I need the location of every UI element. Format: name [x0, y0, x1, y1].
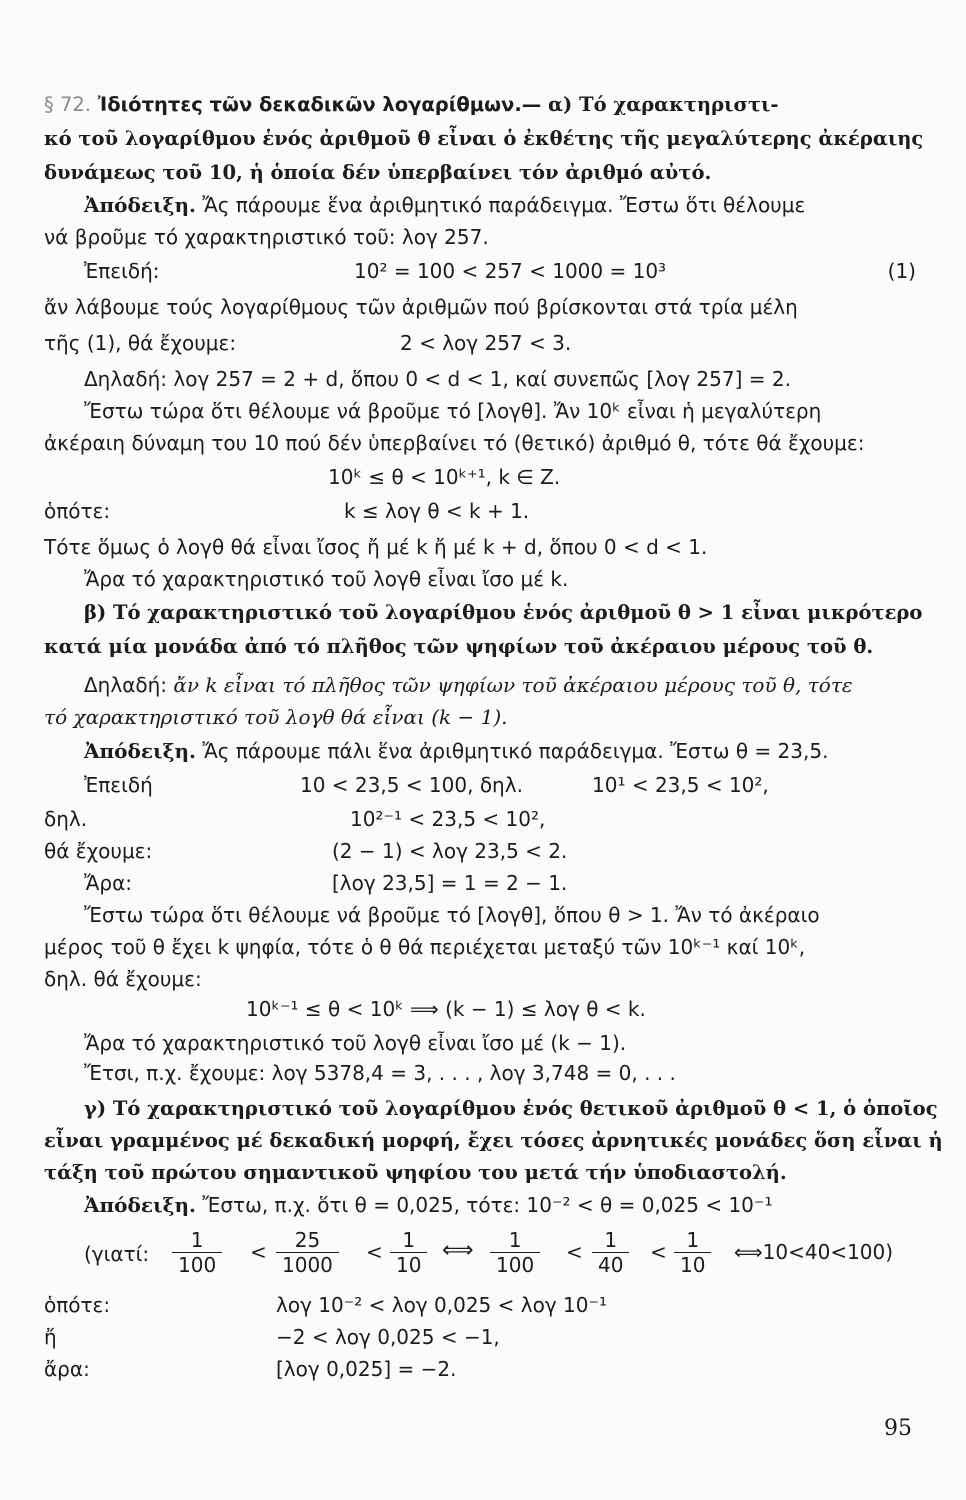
- proof-a-line-6: Δηλαδή: λογ 257 = 2 + d, ὅπου 0 < d < 1, καί συνεπῶς [λογ 257] = 2.: [84, 367, 791, 391]
- property-b-line-2: κατά μία μονάδα ἀπό τό πλῆθος τῶν ψηφίων τοῦ ἀκέραιου μέρους τοῦ θ.: [44, 635, 874, 658]
- fraction-4-numerator: 1: [490, 1228, 540, 1253]
- property-b-line-4: τό χαρακτηριστικό τοῦ λογθ θά εἶναι (k − 1).: [44, 705, 508, 729]
- section-title: Ἰδιότητες τῶν δεκαδικῶν λογαρίθμων.—: [97, 93, 542, 116]
- equation-number-1: (1): [887, 259, 916, 283]
- property-b-line-3: [44, 668, 956, 702]
- property-b-line-1: β) Τό χαρακτηριστικό τοῦ λογαρίθμου ἑνός ἀριθμοῦ θ > 1 εἶναι μικρότερο: [84, 601, 923, 624]
- property-b-line-3-italic: ἄν k εἶναι τό πλῆθος τῶν ψηφίων τοῦ ἀκέραιου μέρους τοῦ θ, τότε: [173, 673, 853, 697]
- less-than-3: <: [566, 1240, 583, 1264]
- fraction-2: [276, 1228, 339, 1277]
- proof-c-line-4-equation: −2 < λογ 0,025 < −1,: [276, 1325, 500, 1349]
- proof-b-line-5-equation: [λογ 23,5] = 1 = 2 − 1.: [332, 871, 568, 895]
- proof-c-line-5-equation: [λογ 0,025] = −2.: [276, 1357, 457, 1381]
- fraction-5: [592, 1228, 629, 1277]
- section-number: § 72.: [44, 93, 91, 116]
- proof-b-line-2: [44, 768, 916, 802]
- proof-b-line-4: [44, 834, 916, 868]
- proof-b-line-10: Ἄρα τό χαρακτηριστικό τοῦ λογθ εἶναι ἴσο μέ (k − 1).: [84, 1031, 627, 1055]
- fraction-6-denominator: 10: [680, 1253, 706, 1277]
- proof-a-line-7: Ἔστω τώρα ὅτι θέλουμε νά βροῦμε τό [λογθ]. Ἄν 10ᵏ εἶναι ἡ μεγαλύτερη: [84, 399, 822, 423]
- equation-1: 10² = 100 < 257 < 1000 = 10³: [354, 259, 667, 283]
- proof-b-line-1-text: Ἄς πάρουμε πάλι ἕνα ἀριθμητικό παράδειγμα. Ἔστω θ = 23,5.: [202, 739, 829, 763]
- proof-c-therefore-label: ἄρα:: [44, 1357, 90, 1381]
- section-heading-line-1: [44, 88, 916, 122]
- proof-a-line-4: ἄν λάβουμε τούς λογαρίθμους τῶν ἀριθμῶν πού βρίσκονται στά τρία μέλη: [44, 295, 798, 319]
- proof-c-label: Ἀπόδειξη.: [84, 1193, 197, 1217]
- proof-a-line-3: [44, 254, 916, 288]
- proof-b-line-11: Ἔτσι, π.χ. ἔχουμε: λογ 5378,4 = 3, . . . , λογ 3,748 = 0, . . .: [84, 1061, 676, 1085]
- proof-b-line-5: [44, 866, 916, 900]
- proof-b-line-3: [44, 802, 916, 836]
- proof-a-line-1-text: Ἄς πάρουμε ἕνα ἀριθμητικό παράδειγμα. Ἔστω ὅτι θέλουμε: [202, 193, 806, 217]
- less-than-4: <: [650, 1240, 667, 1264]
- proof-b-label: Ἀπόδειξη.: [84, 739, 197, 763]
- proof-c-line-5: [44, 1352, 916, 1386]
- less-than-1: <: [250, 1240, 267, 1264]
- property-a-line-1: α) Τό χαρακτηριστι-: [548, 93, 779, 116]
- fraction-2-numerator: 25: [276, 1228, 339, 1253]
- proof-a-line-5-equation: 2 < λογ 257 < 3.: [400, 331, 572, 355]
- because-label: (γιατί:: [84, 1242, 150, 1266]
- property-b-that-is: Δηλαδή:: [84, 673, 168, 697]
- proof-b-line-6: Ἔστω τώρα ὅτι θέλουμε νά βροῦμε τό [λογθ], ὅπου θ > 1. Ἄν τό ἀκέραιο: [84, 903, 820, 927]
- proof-b-line-3-equation: 10²⁻¹ < 23,5 < 10²,: [350, 807, 546, 831]
- fraction-3-denominator: 10: [396, 1253, 422, 1277]
- proof-a-line-2: νά βροῦμε τό χαρακτηριστικό τοῦ: λογ 257.: [44, 225, 489, 249]
- property-c-line-2: εἶναι γραμμένος μέ δεκαδική μορφή, ἔχει τόσες ἀρνητικές μονάδες ὅση εἶναι ἡ: [44, 1129, 943, 1152]
- proof-b-since-label: Ἐπειδή: [84, 773, 153, 797]
- proof-b-line-7: μέρος τοῦ θ ἔχει k ψηφία, τότε ὁ θ θά περιέχεται μεταξύ τῶν 10ᵏ⁻¹ καί 10ᵏ,: [44, 935, 806, 959]
- proof-b-line-2-equation-1: 10 < 23,5 < 100, δηλ.: [300, 773, 523, 797]
- property-a-line-2: κό τοῦ λογαρίθμου ἑνός ἀριθμοῦ θ εἶναι ὁ ἐκθέτης τῆς μεγαλύτερης ἀκέραιης: [44, 127, 924, 150]
- proof-b-line-9-equation: 10ᵏ⁻¹ ≤ θ < 10ᵏ ⟹ (k − 1) ≤ λογ θ < k.: [246, 997, 646, 1021]
- fraction-4: [490, 1228, 540, 1277]
- fraction-3: [390, 1228, 427, 1277]
- proof-a-line-5: [44, 326, 916, 360]
- proof-a-line-8: ἀκέραιη δύναμη του 10 πού δέν ὑπερβαίνει τό (θετικό) ἀριθμό θ, τότε θά ἔχουμε:: [44, 431, 865, 455]
- proof-a-line-10-equation: k ≤ λογ θ < k + 1.: [344, 499, 530, 523]
- proof-a-line-12: Ἄρα τό χαρακτηριστικό τοῦ λογθ εἶναι ἴσο μέ k.: [84, 567, 569, 591]
- proof-b-line-1: [44, 734, 916, 768]
- property-c-line-1: γ) Τό χαρακτηριστικό τοῦ λογαρίθμου ἑνός θετικοῦ ἀριθμοῦ θ < 1, ὁ ὁποῖος: [84, 1097, 938, 1120]
- proof-c-line-1-text: Ἔστω, π.χ. ὅτι θ = 0,025, τότε: 10⁻² < θ = 0,025 < 10⁻¹: [202, 1193, 773, 1217]
- proof-a-label: Ἀπόδειξη.: [84, 193, 197, 217]
- proof-b-we-have-label: θά ἔχουμε:: [44, 839, 153, 863]
- inequality-power-bounds: 10ᵏ ≤ θ < 10ᵏ⁺¹, k ∈ Z.: [328, 465, 561, 489]
- proof-a-line-10: [44, 494, 916, 528]
- proof-a-line-1: [44, 188, 916, 222]
- proof-b-ie-label: δηλ.: [44, 807, 88, 831]
- fraction-chain: [44, 1228, 916, 1282]
- proof-c-line-1: [44, 1188, 916, 1222]
- proof-a-line-9: [44, 460, 916, 494]
- property-a-line-3: δυνάμεως τοῦ 10, ἡ ὁποία δέν ὑπερβαίνει τόν ἀριθμό αὐτό.: [44, 161, 712, 184]
- proof-c-line-3: [44, 1288, 916, 1322]
- property-c-line-3: τάξη τοῦ πρώτου σημαντικοῦ ψηφίου του μετά τήν ὑποδιαστολή.: [44, 1161, 787, 1184]
- proof-a-line-11: Τότε ὅμως ὁ λογθ θά εἶναι ἴσος ἤ μέ k ἤ μέ k + d, ὅπου 0 < d < 1.: [44, 535, 708, 559]
- fraction-3-numerator: 1: [390, 1228, 427, 1253]
- fraction-6: [674, 1228, 711, 1277]
- fraction-chain-tail: ⟺10<40<100): [734, 1240, 894, 1264]
- proof-c-line-4: [44, 1320, 916, 1354]
- less-than-2: <: [366, 1240, 383, 1264]
- fraction-5-denominator: 40: [598, 1253, 624, 1277]
- fraction-2-denominator: 1000: [282, 1253, 333, 1277]
- fraction-1-denominator: 100: [178, 1253, 217, 1277]
- proof-a-since-label: Ἐπειδή:: [84, 259, 160, 283]
- proof-b-line-9: [44, 992, 916, 1026]
- proof-c-line-3-equation: λογ 10⁻² < λογ 0,025 < λογ 10⁻¹: [276, 1293, 608, 1317]
- proof-b-line-8: δηλ. θά ἔχουμε:: [44, 967, 202, 991]
- fraction-1-numerator: 1: [172, 1228, 222, 1253]
- proof-b-line-2-equation-2: 10¹ < 23,5 < 10²,: [592, 773, 769, 797]
- proof-b-line-4-equation: (2 − 1) < λογ 23,5 < 2.: [332, 839, 568, 863]
- fraction-6-numerator: 1: [674, 1228, 711, 1253]
- iff-arrow-1: ⟺: [442, 1238, 474, 1263]
- proof-a-line-5-text: τῆς (1), θά ἔχουμε:: [44, 331, 237, 355]
- fraction-4-denominator: 100: [496, 1253, 535, 1277]
- proof-c-or-label: ἤ: [44, 1325, 57, 1349]
- proof-b-therefore-label: Ἄρα:: [84, 871, 132, 895]
- fraction-1: [172, 1228, 222, 1277]
- page-number: 95: [884, 1416, 912, 1441]
- fraction-5-numerator: 1: [592, 1228, 629, 1253]
- proof-c-hence-label: ὁπότε:: [44, 1293, 111, 1317]
- proof-a-hence-label: ὁπότε:: [44, 499, 111, 523]
